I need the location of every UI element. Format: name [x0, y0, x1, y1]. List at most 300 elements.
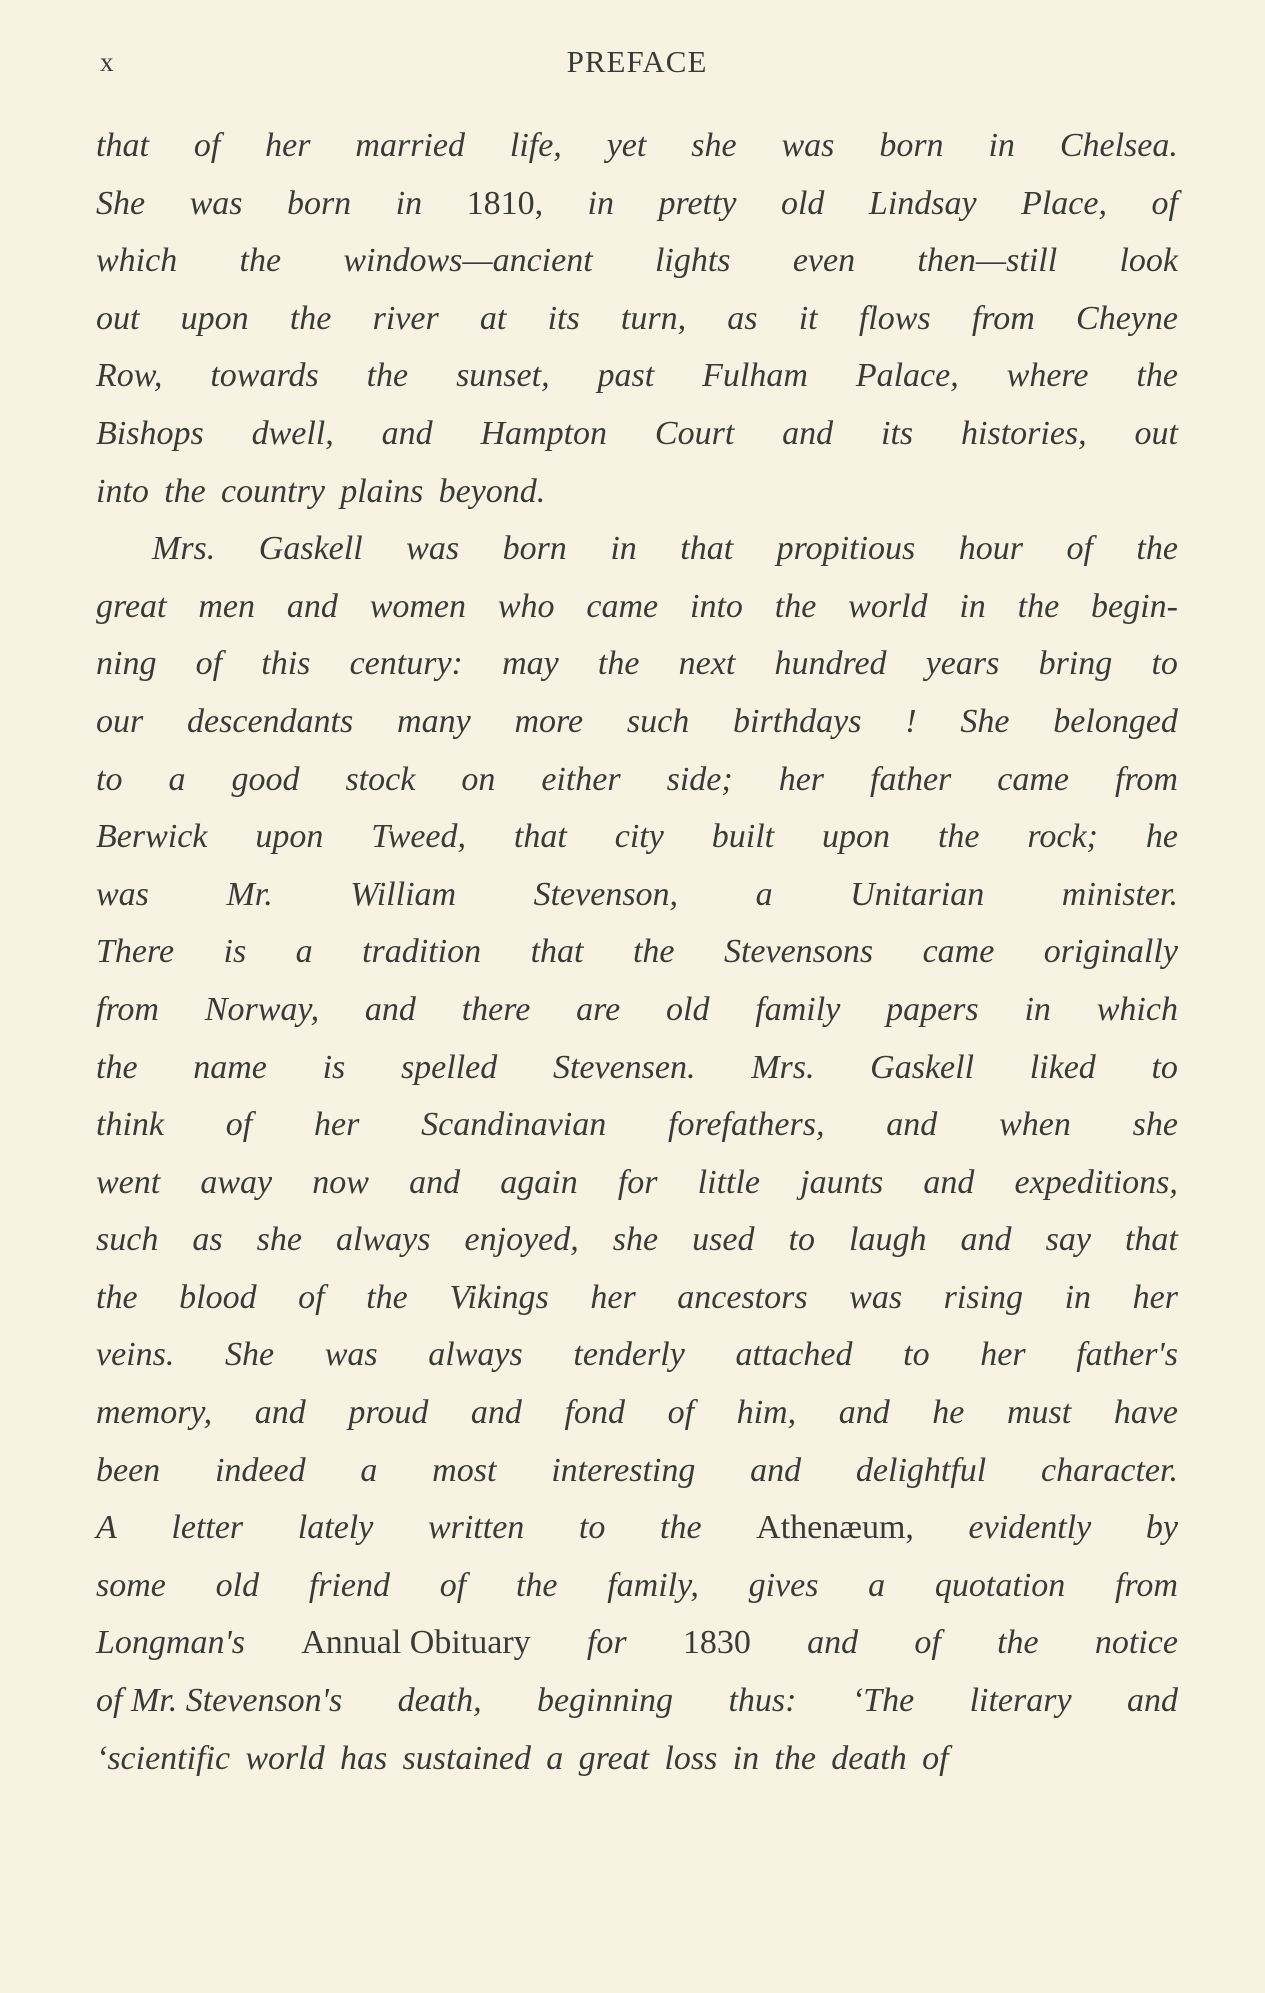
text-line: [96, 232, 1178, 290]
word: the: [597, 645, 640, 683]
text-line: [96, 1211, 1178, 1269]
word: Fulham: [702, 357, 808, 395]
word: city: [614, 818, 664, 856]
word: descendants: [187, 702, 354, 740]
word: interesting: [551, 1451, 696, 1489]
word: either: [541, 760, 621, 798]
word: which: [1096, 990, 1178, 1028]
text-line: [96, 463, 1178, 521]
word: 1810,: [466, 184, 544, 222]
word: for: [617, 1163, 658, 1201]
word: of: [195, 645, 223, 683]
word: the: [366, 357, 409, 395]
word: say: [1045, 1221, 1091, 1259]
word: and: [254, 1394, 306, 1432]
word: enjoyed,: [464, 1221, 579, 1259]
text-line: [96, 635, 1178, 693]
word: rising: [943, 1278, 1024, 1316]
word: minister.: [1061, 875, 1178, 913]
word: for: [586, 1624, 627, 1662]
word: to: [1151, 1048, 1178, 1086]
word: more: [514, 702, 584, 740]
word: of Mr. Stevenson's: [96, 1682, 343, 1720]
word: hour: [958, 530, 1023, 568]
word: written: [427, 1509, 525, 1547]
word: and: [750, 1451, 802, 1489]
word: bring: [1038, 645, 1113, 683]
word: belonged: [1053, 702, 1178, 740]
word: the: [96, 1048, 138, 1086]
word: may: [502, 645, 559, 683]
text-line: [96, 1442, 1178, 1500]
word: father's: [1076, 1336, 1178, 1374]
word: think: [96, 1106, 164, 1144]
word: the: [1136, 530, 1178, 568]
word: proud: [348, 1394, 429, 1432]
word: its: [547, 299, 580, 337]
text-line: [96, 808, 1178, 866]
word: Mrs.: [751, 1048, 815, 1086]
word: Tweed,: [371, 818, 466, 856]
word: such: [96, 1221, 159, 1259]
word: born: [286, 184, 352, 222]
word: again: [500, 1163, 578, 1201]
text-line: [96, 1326, 1178, 1384]
text-line: [96, 923, 1178, 981]
word: of: [1151, 184, 1178, 222]
word: family: [755, 990, 841, 1028]
word: the: [937, 818, 980, 856]
word: She: [225, 1336, 275, 1374]
word: the: [366, 1278, 408, 1316]
word: and: [886, 1106, 938, 1144]
word: the: [164, 472, 206, 510]
word: married: [355, 127, 465, 164]
word: the: [96, 1278, 138, 1316]
text-line: [96, 693, 1178, 751]
text-line: [96, 175, 1178, 233]
word: the: [997, 1624, 1039, 1662]
text-line: [96, 1499, 1178, 1557]
word: river: [372, 299, 439, 337]
text-line: [96, 1269, 1178, 1327]
word: in: [587, 184, 614, 222]
word: Palace,: [855, 357, 959, 395]
word: indeed: [214, 1451, 306, 1489]
word: and: [838, 1394, 890, 1432]
word: went: [96, 1163, 161, 1201]
word: and: [923, 1163, 975, 1201]
word: Scandinavian: [421, 1106, 607, 1144]
word: friend: [308, 1566, 391, 1604]
text-line: [96, 1039, 1178, 1097]
word: was: [781, 127, 835, 164]
text-line: [96, 751, 1178, 809]
word: to: [96, 760, 123, 798]
word: as: [192, 1221, 223, 1259]
word: into: [96, 472, 149, 510]
word: always: [428, 1336, 523, 1374]
word: old: [215, 1566, 260, 1604]
word: years: [925, 645, 1000, 683]
word: to: [578, 1509, 606, 1547]
word: a: [168, 760, 186, 798]
word: the: [1136, 357, 1178, 395]
word: the: [774, 1739, 816, 1777]
word: the: [289, 299, 332, 337]
word: plains: [340, 472, 424, 510]
word: ning: [96, 645, 157, 683]
word: and: [364, 990, 416, 1028]
word: at: [479, 299, 507, 337]
word: many: [397, 702, 471, 740]
word: Row,: [96, 357, 163, 395]
word: must: [1006, 1394, 1072, 1432]
word: to: [1151, 645, 1178, 683]
word: Athenæum,: [756, 1509, 914, 1547]
word: now: [312, 1163, 369, 1201]
word: blood: [179, 1278, 257, 1316]
text-line: [96, 1154, 1178, 1212]
word: that: [680, 530, 734, 568]
word: some: [96, 1566, 166, 1604]
word: of: [225, 1106, 253, 1144]
text-line: [96, 405, 1178, 463]
word: world: [245, 1739, 325, 1777]
word: Longman's: [96, 1624, 245, 1662]
word: our: [96, 702, 144, 740]
running-head: [96, 40, 1178, 84]
word: flows: [858, 299, 931, 337]
word: her: [314, 1106, 360, 1144]
word: !: [905, 702, 917, 740]
word: her: [590, 1278, 636, 1316]
word: papers: [886, 990, 979, 1028]
text-line: [96, 290, 1178, 348]
word: name: [193, 1048, 267, 1086]
word: towards: [210, 357, 319, 395]
word: such: [626, 702, 690, 740]
word: is: [223, 933, 247, 971]
word: 1830: [682, 1624, 751, 1662]
word: laugh: [849, 1221, 927, 1259]
word: away: [200, 1163, 273, 1201]
word: from: [1115, 760, 1178, 798]
word: sunset,: [456, 357, 550, 395]
text-line: [96, 1384, 1178, 1442]
word: in: [1024, 990, 1051, 1028]
word: good: [231, 760, 300, 798]
word: gives: [748, 1566, 819, 1604]
word: beginning: [537, 1682, 674, 1720]
text-line: [96, 1557, 1178, 1615]
word: of: [914, 1624, 941, 1662]
word: loss: [664, 1739, 718, 1777]
word: Gaskell: [870, 1048, 975, 1086]
word: came: [922, 933, 995, 971]
word: where: [1006, 357, 1089, 395]
word: to: [903, 1336, 930, 1374]
running-title: PREFACE: [566, 44, 708, 79]
word: little: [697, 1163, 760, 1201]
word: Lindsay: [868, 184, 977, 222]
word: William: [350, 875, 457, 913]
word: dwell,: [251, 414, 334, 452]
word: and: [470, 1394, 522, 1432]
word: men: [198, 587, 256, 625]
word: always: [336, 1221, 431, 1259]
word: thus:: [728, 1682, 797, 1720]
word: letter: [171, 1509, 244, 1547]
word: old: [780, 184, 825, 222]
word: attached: [735, 1336, 853, 1374]
word: next: [678, 645, 736, 683]
word: delightful: [855, 1451, 987, 1489]
word: a: [755, 875, 773, 913]
word: of: [193, 127, 221, 164]
word: who: [497, 587, 555, 625]
word: of: [667, 1394, 695, 1432]
word: used: [692, 1221, 755, 1259]
word: its: [881, 414, 914, 452]
word: was: [96, 875, 149, 913]
word: liked: [1029, 1048, 1096, 1086]
word: jaunts: [800, 1163, 884, 1201]
word: that: [513, 818, 567, 856]
word: Place,: [1021, 184, 1107, 222]
word: country: [221, 472, 325, 510]
word: fond: [564, 1394, 625, 1432]
word: built: [711, 818, 775, 856]
word: character.: [1041, 1451, 1178, 1489]
word: hundred: [774, 645, 887, 683]
word: of: [298, 1278, 325, 1316]
word: past: [597, 357, 655, 395]
text-line: [96, 1672, 1178, 1730]
word: her: [1132, 1278, 1178, 1316]
word: pretty: [658, 184, 737, 222]
word: born: [879, 127, 944, 164]
word: Bishops: [96, 414, 204, 452]
word: her: [778, 760, 825, 798]
word: Mrs.: [152, 530, 216, 568]
word: evidently: [968, 1509, 1092, 1547]
word: century:: [349, 645, 463, 683]
word: Gaskell: [258, 530, 363, 568]
word: the: [774, 587, 817, 625]
word: and: [782, 414, 834, 452]
word: it: [798, 299, 818, 337]
word: There: [96, 933, 175, 971]
word: lately: [297, 1509, 374, 1547]
word: beyond.: [438, 472, 546, 510]
word: in: [395, 184, 423, 222]
word: she: [691, 127, 737, 164]
word: to: [788, 1221, 815, 1259]
word: a: [546, 1739, 564, 1777]
word: he: [932, 1394, 965, 1432]
text-line: [96, 117, 1178, 175]
word: even: [792, 242, 856, 280]
word: histories,: [961, 414, 1087, 452]
word: in: [959, 587, 986, 625]
text-line: [96, 1730, 1178, 1788]
word: Vikings: [449, 1278, 549, 1316]
word: she: [256, 1221, 302, 1259]
word: as: [727, 299, 758, 337]
body-text: [96, 117, 1178, 1787]
word: Annual Obituary: [301, 1624, 531, 1662]
word: her: [980, 1336, 1026, 1374]
word: Chelsea.: [1059, 127, 1178, 164]
word: upon: [255, 818, 324, 856]
word: a: [868, 1566, 886, 1604]
word: ancestors: [677, 1278, 808, 1316]
word: look: [1119, 242, 1178, 280]
word: and: [1126, 1682, 1178, 1720]
word: from: [971, 299, 1035, 337]
word: Stevenson,: [533, 875, 679, 913]
word: the: [1017, 587, 1060, 625]
word: birthdays: [733, 702, 862, 740]
text-line: [96, 981, 1178, 1039]
word: of: [922, 1739, 949, 1777]
word: great: [96, 587, 167, 625]
word: turn,: [620, 299, 687, 337]
word: ‘The: [851, 1682, 915, 1720]
word: this: [261, 645, 311, 683]
word: upon: [180, 299, 249, 337]
word: sustained: [402, 1739, 531, 1777]
word: in: [610, 530, 637, 568]
word: her: [265, 127, 311, 164]
word: ‘scientific: [96, 1739, 231, 1777]
word: stock: [345, 760, 416, 798]
word: She: [960, 702, 1010, 740]
word: which: [96, 242, 178, 280]
word: She: [96, 184, 146, 222]
word: tenderly: [573, 1336, 685, 1374]
word: rock;: [1027, 818, 1098, 856]
word: him,: [736, 1394, 797, 1432]
word: Mr.: [226, 875, 273, 913]
word: death,: [397, 1682, 482, 1720]
word: he: [1145, 818, 1178, 856]
word: Court: [654, 414, 735, 452]
word: have: [1113, 1394, 1178, 1432]
word: Berwick: [96, 818, 208, 856]
word: family,: [607, 1566, 699, 1604]
word: and: [409, 1163, 461, 1201]
text-line: [96, 1614, 1178, 1672]
word: great: [578, 1739, 650, 1777]
word: Norway,: [204, 990, 320, 1028]
text-line: [96, 578, 1178, 636]
word: quotation: [934, 1566, 1066, 1604]
word: the: [660, 1509, 702, 1547]
word: are: [576, 990, 621, 1028]
text-line: [96, 1096, 1178, 1154]
word: women: [369, 587, 467, 625]
word: in: [1064, 1278, 1092, 1316]
word: begin-: [1091, 587, 1178, 625]
word: world: [848, 587, 928, 625]
word: out: [96, 299, 140, 337]
word: expeditions,: [1014, 1163, 1178, 1201]
word: when: [999, 1106, 1071, 1144]
word: was: [324, 1336, 378, 1374]
word: and: [807, 1624, 859, 1662]
word: has: [340, 1739, 388, 1777]
word: the: [632, 933, 675, 971]
word: she: [1132, 1106, 1178, 1144]
text-line: [96, 520, 1178, 578]
word: Stevensen.: [552, 1048, 696, 1086]
word: Hampton: [480, 414, 608, 452]
word: that: [530, 933, 584, 971]
word: old: [666, 990, 710, 1028]
word: most: [432, 1451, 497, 1489]
word: literary: [969, 1682, 1072, 1720]
word: Cheyne: [1076, 299, 1178, 337]
word: memory,: [96, 1394, 213, 1432]
word: was: [849, 1278, 903, 1316]
word: came: [586, 587, 659, 625]
word: that: [96, 127, 149, 164]
word: was: [189, 184, 243, 222]
word: in: [732, 1739, 760, 1777]
word: and: [286, 587, 338, 625]
word: that: [1124, 1221, 1178, 1259]
text-line: [96, 866, 1178, 924]
word: life,: [509, 127, 562, 164]
word: of: [439, 1566, 467, 1604]
word: then—still: [917, 242, 1058, 280]
word: was: [406, 530, 460, 568]
word: from: [96, 990, 159, 1028]
word: came: [997, 760, 1070, 798]
word: A: [96, 1509, 117, 1547]
word: a: [360, 1451, 378, 1489]
word: Stevensons: [723, 933, 874, 971]
word: father: [870, 760, 952, 798]
word: a: [295, 933, 313, 971]
word: is: [322, 1048, 346, 1086]
word: originally: [1043, 933, 1178, 971]
word: and: [381, 414, 433, 452]
word: the: [515, 1566, 558, 1604]
word: and: [960, 1221, 1012, 1259]
word: lights: [654, 242, 731, 280]
text-line: [96, 347, 1178, 405]
word: tradition: [362, 933, 482, 971]
word: propitious: [776, 530, 916, 568]
word: on: [461, 760, 496, 798]
word: she: [612, 1221, 659, 1259]
word: into: [690, 587, 743, 625]
word: side;: [666, 760, 733, 798]
word: been: [96, 1451, 161, 1489]
word: windows—ancient: [343, 242, 593, 280]
word: by: [1145, 1509, 1178, 1547]
word: out: [1134, 414, 1178, 452]
word: born: [502, 530, 567, 568]
word: in: [988, 127, 1015, 164]
word: death: [831, 1739, 907, 1777]
word: yet: [606, 127, 647, 164]
word: forefathers,: [668, 1106, 825, 1144]
word: of: [1066, 530, 1093, 568]
